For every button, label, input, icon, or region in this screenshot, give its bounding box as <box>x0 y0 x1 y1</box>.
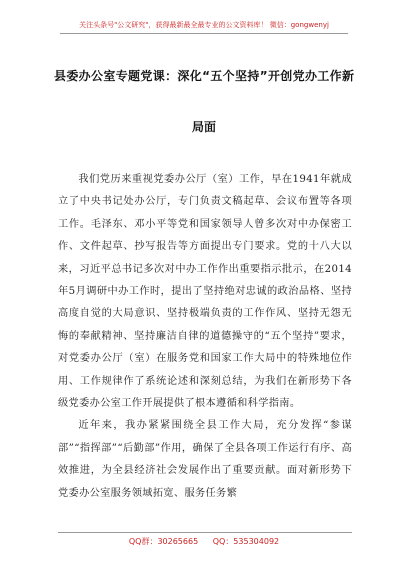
footer-contact <box>0 536 408 547</box>
document-body <box>58 169 352 505</box>
document-title-line2: 局面 <box>191 120 216 134</box>
document-title <box>54 66 354 86</box>
document-title-line1: 县委办公室专题党课：深化“五个坚持”开创党办工作新 <box>54 69 354 83</box>
footer-qq-group: QQ群：30265665 <box>128 537 199 546</box>
header-divider <box>60 33 348 34</box>
body-paragraph: 近年来，我办紧紧围绕全县工作大局，充分发挥“参谋部”“指挥部”“后勤部”作用，确保了全县各项工作运行有序、高效推进，为全县经济社会发展作出了重要贡献。面对新形势下党委办公室服务领域拓宽、服务任务繁 <box>58 420 352 499</box>
footer-divider <box>58 532 352 533</box>
header-banner: 关注头条号"公文研究"，获得最新最全最专业的公文资料库！ 微信：gongwenyj <box>79 21 329 29</box>
footer-qq: QQ：535304092 <box>212 537 280 546</box>
body-paragraph: 我们党历来重视党委办公厅（室）工作，早在1941年就成立了中央书记处办公厅，专门负责文稿起草、会议布置等各项工作。毛泽东、邓小平等党和国家领导人曾多次对中办保密工作、文件起草、抄写报告等方面提出专门要求。党的十八大以来，习近平总书记多次对中办工作作出重要指示批示，在2014年5月调研中办工作时，提出了坚持绝对忠诚的政治品格、坚持高度自觉的大局意识、坚持极端负责的工作作风、坚持无怨无悔的奉献精神、坚持廉洁自律的道德操守的“五个坚持”要求，对党委办公厅（室）在服务党和国家工作大局中的特殊地位作用、工作规律作了系统论述和深刻总结，为我们在新形势下各级党委办公室工作开展提供了根本遵循和科学指南。 <box>58 174 352 410</box>
